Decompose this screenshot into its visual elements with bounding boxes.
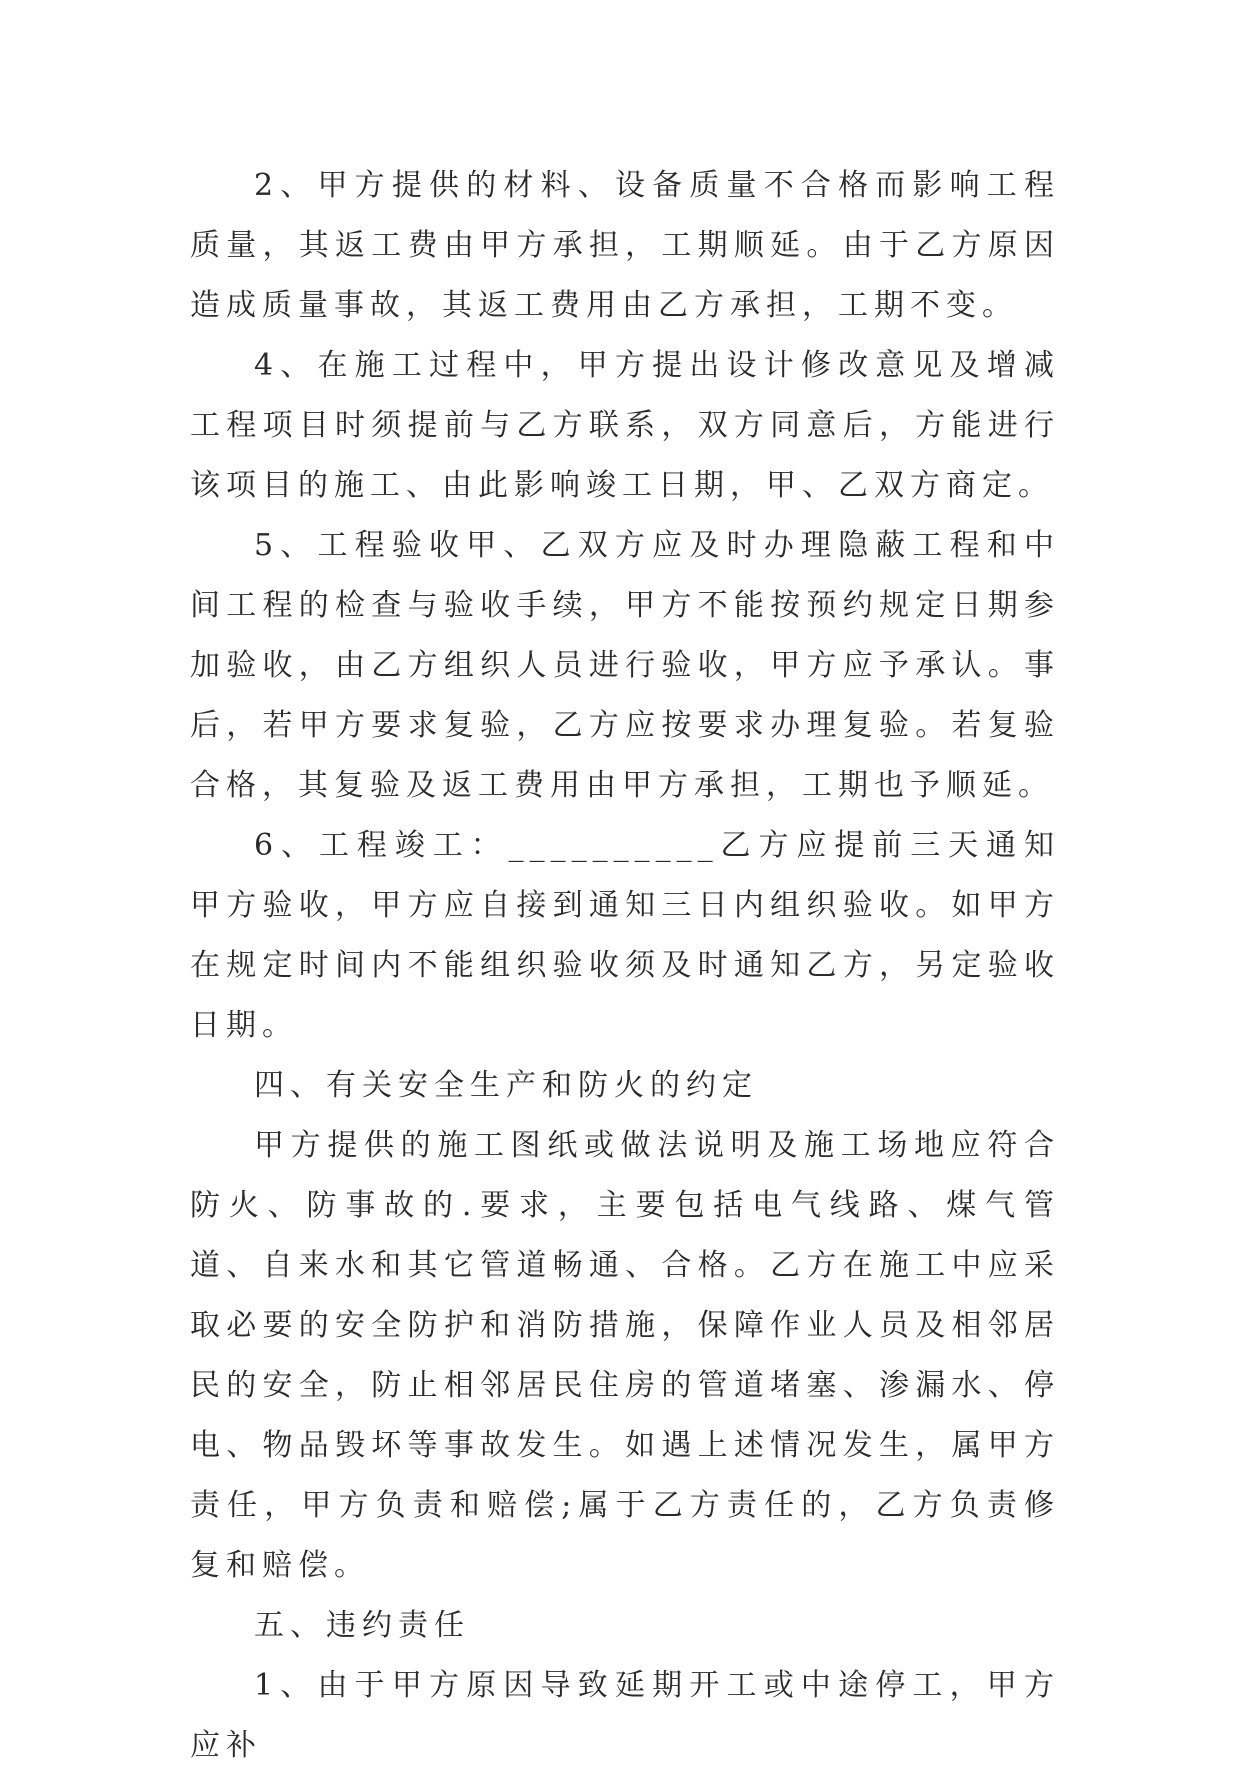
paragraph-design-change-clause-4: 4、在施工过程中，甲方提出设计修改意见及增减工程项目时须提前与乙方联系，双方同意后，方能进行该项目的施工、由此影响竣工日期，甲、乙双方商定。: [190, 348, 1060, 503]
section-heading-breach: 五、违约责任: [254, 1608, 470, 1643]
paragraph-breach-clause-1: 1、由于甲方原因导致延期开工或中途停工，甲方应补: [190, 1668, 1060, 1763]
section-heading-safety: 四、有关安全生产和防火的约定: [254, 1068, 758, 1103]
document-body: [190, 156, 1060, 1776]
paragraph-quality-clause-2: 2、甲方提供的材料、设备质量不合格而影响工程质量，其返工费由甲方承担，工期顺延。由于乙方原因造成质量事故，其返工费用由乙方承担，工期不变。: [190, 168, 1060, 323]
paragraph-safety-fire: 甲方提供的施工图纸或做法说明及施工场地应符合防火、防事故的.要求，主要包括电气线路、煤气管道、自来水和其它管道畅通、合格。乙方在施工中应采取必要的安全防护和消防措施，保障作业人员及相邻居民的安全，防止相邻居民住房的管道堵塞、渗漏水、停电、物品毁坏等事故发生。如遇上述情况发生，属甲方责任，甲方负责和赔偿;属于乙方责任的，乙方负责修复和赔偿。: [190, 1128, 1060, 1583]
paragraph-completion-clause-6: 6、工程竣工：__________乙方应提前三天通知甲方验收，甲方应自接到通知三日内组织验收。如甲方在规定时间内不能组织验收须及时通知乙方，另定验收日期。: [190, 828, 1060, 1043]
paragraph-inspection-clause-5: 5、工程验收甲、乙双方应及时办理隐蔽工程和中间工程的检查与验收手续，甲方不能按预约规定日期参加验收，由乙方组织人员进行验收，甲方应予承认。事后，若甲方要求复验，乙方应按要求办理复验。若复验合格，其复验及返工费用由甲方承担，工期也予顺延。: [190, 528, 1060, 803]
